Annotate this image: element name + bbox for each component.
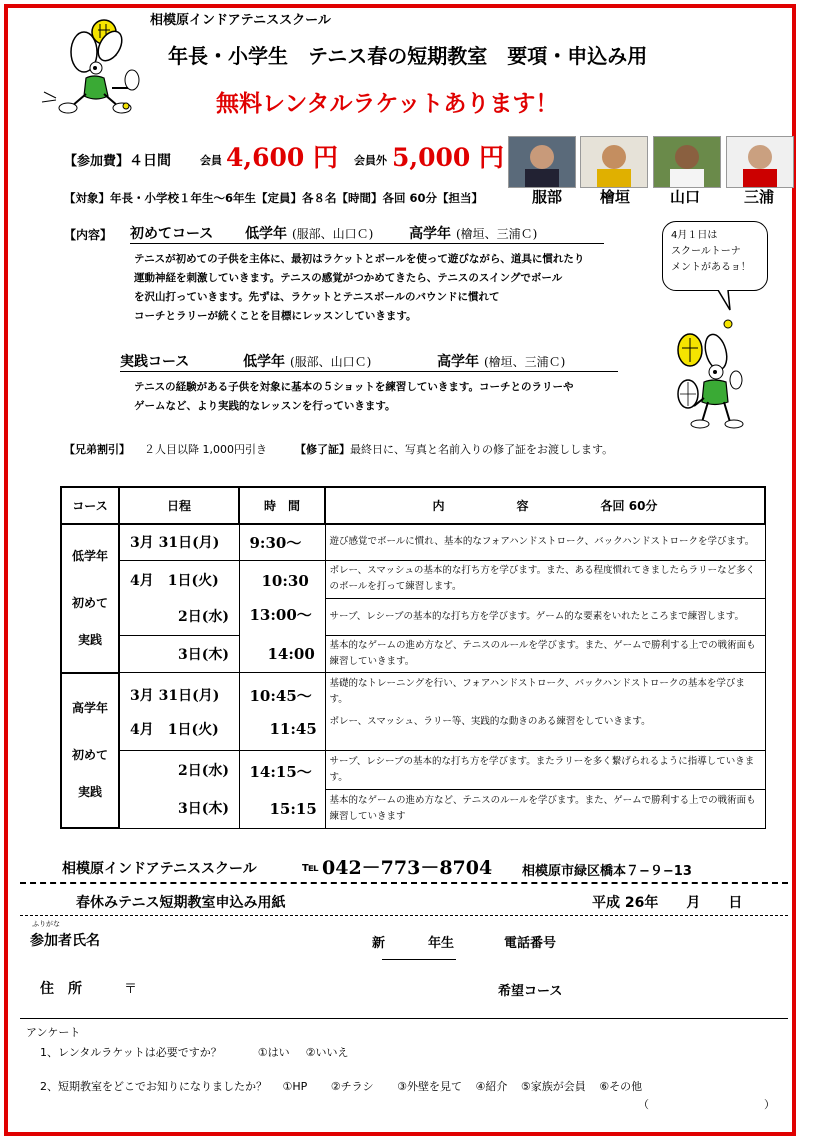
practice-course-line: 実践コース 低学年 (服部、山口Ｃ) 高学年 (檜垣、三浦Ｃ) (120, 351, 618, 372)
low-content-3: サーブ、レシーブの基本的な打ち方を学びます。ゲーム的な要素をいれたところまで練習します。 (325, 598, 765, 635)
nonmember-label: 会員外 (354, 154, 387, 167)
high-content-4: 基本的なゲームの進め方など、テニスのルールを学びます。また、ゲームで勝利する上での戦術面も練習していきます (325, 789, 765, 828)
high-course-cell: 高学年 初めて 実践 (61, 673, 119, 828)
table-row (61, 750, 765, 789)
q2-option-referral[interactable]: ④紹介 (475, 1080, 508, 1093)
table-row (61, 635, 765, 673)
low-course-cell: 低学年 初めて 実践 (61, 524, 119, 673)
low-content-1: 遊び感覚でボールに慣れ、基本的なフォアハンドストローク、バックハンドストロークを学びます。 (325, 524, 765, 561)
free-rental-subtitle: 無料レンタルラケットあります！ (216, 90, 559, 117)
cut-line (20, 882, 788, 884)
other-paren-open: （ (638, 1098, 649, 1111)
low-content-4: 基本的なゲームの進め方など、テニスのルールを学びます。また、ゲームで勝利する上での戦術面も練習していきます。 (325, 635, 765, 673)
q2-option-wall[interactable]: ③外壁を見て (397, 1080, 463, 1093)
q2-option-other[interactable]: ⑥その他 (599, 1080, 643, 1093)
beginner-course-line: 初めてコース 低学年 (服部、山口Ｃ) 高学年 (檜垣、三浦Ｃ) (130, 223, 604, 244)
footer-school: 相模原インドアテニススクール (62, 861, 257, 877)
header-content: 内 容 各回 60分 (325, 487, 765, 524)
fee-label: 【参加費】４日間 (64, 153, 172, 169)
grade-label: 年生 (428, 936, 455, 951)
beginner-description: テニスが初めての子供を主体に、最初はラケットとボールを使って遊びながら、道具に慣れたり 運動神経を刺激していきます。テニスの感覚がつかめてきたら、テニスのスイングでボール を沢山打っていきます。先ずは、ラケットとテニスボールのバウンドに慣れて コーチとラリーが続くことを目標にレッスンしていきます。 (134, 253, 585, 322)
q2-option-flyer[interactable]: ②チラシ (330, 1080, 374, 1093)
target-info: 【対象】年長・小学校１年生～6年生【定員】各８名【時間】各回 60分【担当】 (64, 191, 484, 205)
coach-photo-miura (726, 136, 794, 188)
content-label: 【内容】 (64, 228, 113, 242)
participant-name-label: 参加者氏名 (30, 933, 100, 949)
table-row (61, 524, 765, 561)
survey-label: アンケート (26, 1026, 81, 1039)
school-name-top: 相模原インドアテニススクール (150, 13, 331, 28)
other-paren-close: ） (764, 1098, 775, 1111)
high-time-3-4: 14:15～ 15:15 (239, 750, 325, 828)
footer-tel-label: ℡ (302, 860, 319, 875)
practice-description: テニスの経験がある子供を対象に基本の５ショットを練習していきます。コーチとのラリーや ゲームなど、より実践的なレッスンを行っていきます。 (134, 381, 574, 412)
address-label: 住 所 (40, 981, 82, 997)
member-label: 会員 (200, 154, 222, 167)
sibling-discount: 【兄弟割引】 ２人目以降 1,000円引き 【修了証】最終日に、写真と名前入りの修了証をお渡しします。 (64, 443, 614, 456)
low-date-4: 3日(木) (119, 635, 239, 673)
coach-name-hattori: 服部 (532, 188, 563, 206)
tennis-mascot-racket-icon (670, 318, 770, 430)
coach-name-miura: 三浦 (744, 188, 775, 206)
low-date-2-3: 4月 1日(火) 2日(水) (119, 561, 239, 636)
survey-q2: 2、短期教室をどこでお知りになりましたか？ ①HP ②チラシ ③外壁を見て ④紹介 ⑤家族が会員 ⑥その他 (40, 1080, 643, 1093)
table-row (61, 673, 765, 712)
schedule-table (60, 486, 766, 829)
high-date-3-4: 2日(水) 3日(木) (119, 750, 239, 828)
high-date-1-2: 3月 31日(月) 4月 1日(火) (119, 673, 239, 751)
form-date: 平成 26年 月 日 (592, 895, 743, 911)
low-time-2-3: 10:30 13:00～ (239, 561, 325, 636)
low-time-1: 9:30～ (239, 524, 325, 561)
beginner-course-name: 初めてコース (130, 226, 214, 242)
new-label: 新 (372, 936, 386, 951)
high-content-3: サーブ、レシーブの基本的な打ち方を学びます。またラリーを多く繋げられるように指導していきます。 (325, 750, 765, 789)
grade-underline (382, 959, 456, 960)
q2-option-hp[interactable]: ①HP (282, 1080, 308, 1093)
q1-no-option[interactable]: ②いいえ (305, 1046, 349, 1059)
header-date: 日程 (119, 487, 239, 524)
low-time-4: 14:00 (239, 635, 325, 673)
coach-name-higaki: 檜垣 (600, 188, 631, 206)
furigana-label: ふりがな (32, 920, 60, 928)
q1-yes-option[interactable]: ①はい (257, 1046, 290, 1059)
low-date-1: 3月 31日(月) (119, 524, 239, 561)
high-time-1-2: 10:45～ 11:45 (239, 673, 325, 751)
high-content-1: 基礎的なトレーニングを行い、フォアハンドストローク、バックハンドストロークの基本を学びます。 (325, 673, 765, 712)
table-row (61, 561, 765, 599)
course-wish-label: 希望コース (498, 984, 563, 999)
phone-label: 電話番号 (504, 936, 557, 951)
header-time: 時 間 (239, 487, 325, 524)
coach-photo-yamaguchi (653, 136, 721, 188)
form-title: 春休みテニス短期教室申込み用紙 (76, 895, 286, 911)
postal-mark: 〒 (124, 982, 138, 997)
q2-option-family[interactable]: ⑤家族が会員 (520, 1080, 586, 1093)
tennis-mascot-icon (36, 10, 146, 120)
survey-q1: 1、レンタルラケットは必要ですか？ ①はい ②いいえ (40, 1046, 349, 1059)
footer-tel: 042－773－8704 (322, 857, 493, 879)
header-course: コース (61, 487, 119, 524)
speech-bubble: 4月１日は スクールトーナ メントがあるョ！ (662, 221, 768, 291)
form-divider (20, 1018, 788, 1019)
coach-name-yamaguchi: 山口 (670, 188, 701, 206)
page-title: 年長・小学生 テニス春の短期教室 要項・申込み用 (168, 44, 648, 68)
nonmember-price: 5,000 円 (392, 143, 504, 172)
form-top-line (20, 915, 788, 916)
bubble-tail-icon (716, 290, 736, 312)
practice-course-name: 実践コース (120, 354, 190, 370)
member-price: 4,600 円 (226, 143, 338, 172)
table-header-row (61, 487, 765, 524)
low-content-2: ボレー、スマッシュの基本的な打ち方を学びます。また、ある程度慣れてきましたらラリーなど多くのボールを打って練習します。 (325, 561, 765, 599)
high-content-2: ボレー、スマッシュ、ラリー等、実践的な動きのある練習をしていきます。 (325, 712, 765, 751)
coach-photo-higaki (580, 136, 648, 188)
coach-photo-hattori (508, 136, 576, 188)
footer-address: 相模原市緑区橋本７−９−13 (522, 864, 692, 879)
